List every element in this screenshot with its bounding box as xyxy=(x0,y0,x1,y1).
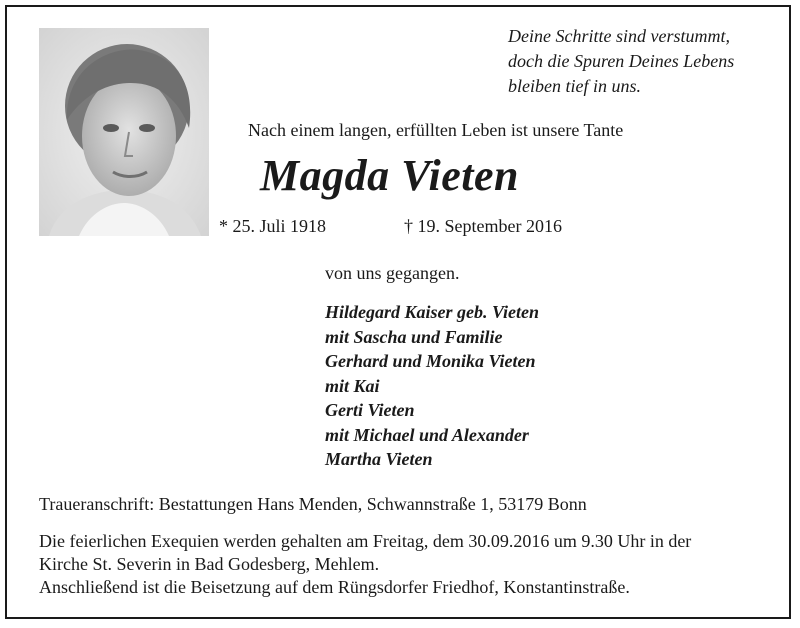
passed-away-text: von uns gegangen. xyxy=(325,263,460,283)
portrait-image xyxy=(39,28,209,236)
mourner-line: mit Michael und Alexander xyxy=(325,424,529,445)
poem-line: doch die Spuren Deines Lebens xyxy=(508,51,735,71)
mourner-line: Martha Vieten xyxy=(325,449,433,469)
ceremony-line: Anschließend ist die Beisetzung auf dem Rüngsdorfer Friedhof, Konstantinstraße. xyxy=(39,577,630,597)
death-date: † 19. September 2016 xyxy=(404,216,562,236)
mourner-line: Gerhard und Monika Vieten xyxy=(325,351,536,371)
mourner-line: mit Kai xyxy=(325,375,380,396)
mourner-line: Gerti Vieten xyxy=(325,400,415,420)
poem-line: Deine Schritte sind verstummt, xyxy=(508,26,730,46)
ceremony-line: Die feierlichen Exequien werden gehalten am Freitag, dem 30.09.2016 um 9.30 Uhr in der xyxy=(39,531,692,551)
birth-date: * 25. Juli 1918 xyxy=(219,216,327,236)
poem-verse xyxy=(508,24,734,99)
portrait-photo xyxy=(39,28,209,236)
intro-text: Nach einem langen, erfüllten Leben ist unsere Tante xyxy=(248,120,624,140)
mourning-address: Traueranschrift: Bestattungen Hans Menden, Schwannstraße 1, 53179 Bonn xyxy=(39,494,587,514)
poem-line: bleiben tief in uns. xyxy=(508,76,641,96)
ceremony-line: Kirche St. Severin in Bad Godesberg, Mehlem. xyxy=(39,554,380,574)
ceremony-details xyxy=(39,530,691,599)
deceased-name: Magda Vieten xyxy=(260,151,520,200)
mourner-line: mit Sascha und Familie xyxy=(325,326,503,347)
mourners-list xyxy=(325,300,539,472)
mourner-line: Hildegard Kaiser geb. Vieten xyxy=(325,302,539,322)
